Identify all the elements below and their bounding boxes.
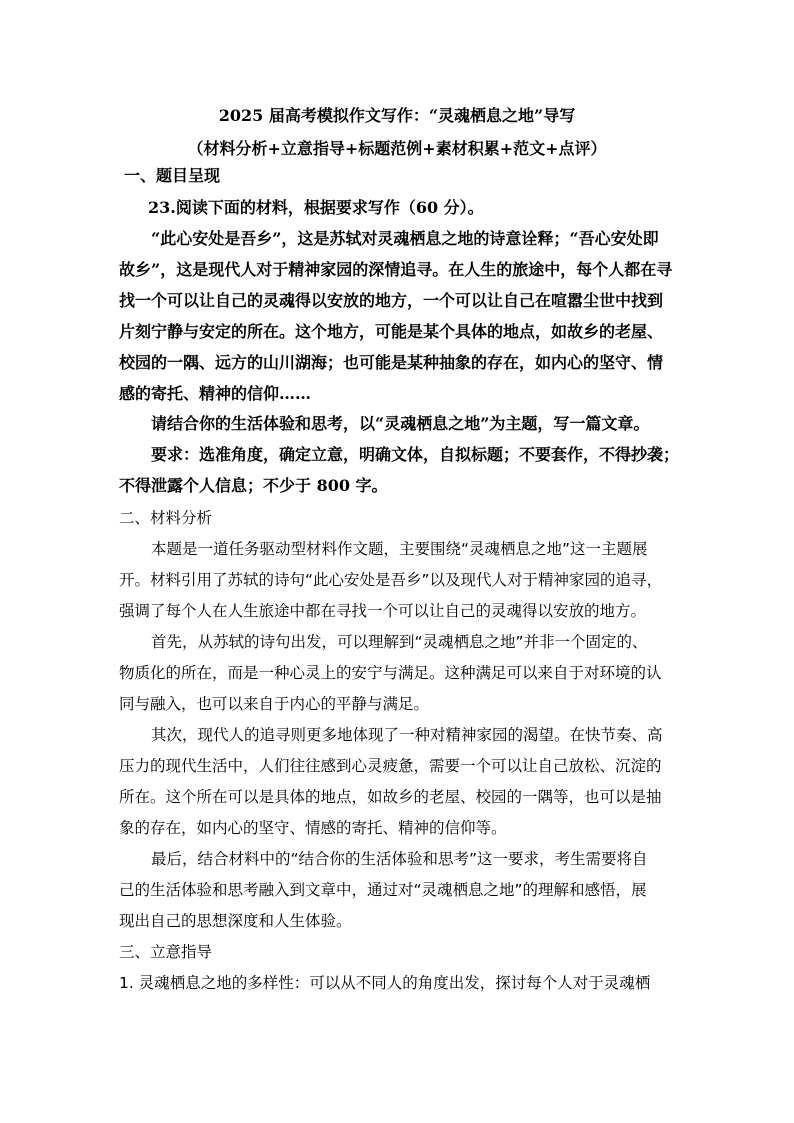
task-statement: 请结合你的生活体验和思考，以“灵魂栖息之地”为主题，写一篇文章。 [151, 414, 650, 433]
material-line: 找一个可以让自己的灵魂得以安放的地方，一个可以让自己在喧嚣尘世中找到 [119, 291, 664, 310]
analysis-line: 同与融入，也可以来自于内心的平静与满足。 [119, 695, 430, 713]
section-heading-2: 二、材料分析 [119, 509, 213, 527]
material-line: 感的寄托、精神的信仰…… [119, 384, 312, 403]
analysis-line: 压力的现代生活中，人们往往感到心灵疲惫，需要一个可以让自己放松、沉淀的 [119, 757, 662, 775]
document-title: 2025 届高考模拟作文写作：“灵魂栖息之地”导写 [218, 106, 576, 125]
requirements-line: 要求：选准角度，确定立意，明确文体，自拟标题；不要套作，不得抄袭； [151, 445, 680, 464]
analysis-line: 最后，结合材料中的“结合你的生活体验和思考”这一要求，考生需要将自 [151, 850, 648, 868]
material-line: “此心安处是吾乡”，这是苏轼对灵魂栖息之地的诗意诠释；“吾心安处即 [151, 229, 659, 248]
section-heading-3: 三、立意指导 [119, 943, 213, 961]
material-line: 校园的一隅、远方的山川湖海；也可能是某种抽象的存在，如内心的坚守、情 [119, 353, 664, 372]
analysis-line: 现出自己的思想深度和人生体验。 [119, 912, 352, 930]
analysis-line: 强调了每个人在人生旅途中都在寻找一个可以让自己的灵魂得以安放的地方。 [119, 602, 647, 620]
material-line: 故乡”，这是现代人对于精神家园的深情追寻。在人生的旅途中，每个人都在寻 [119, 260, 673, 279]
analysis-line: 物质化的所在，而是一种心灵上的安宁与满足。这种满足可以来自于对环境的认 [119, 664, 662, 682]
requirements-line: 不得泄露个人信息；不少于 800 字。 [119, 476, 388, 495]
analysis-line: 所在。这个所在可以是具体的地点，如故乡的老屋、校园的一隅等，也可以是抽 [119, 788, 662, 806]
material-line: 片刻宁静与安定的所在。这个地方，可能是某个具体的地点，如故乡的老屋、 [119, 322, 664, 341]
document-subtitle: （材料分析+立意指导+标题范例+素材积累+范文+点评） [187, 139, 607, 158]
analysis-line: 象的存在，如内心的坚守、情感的寄托、精神的信仰等。 [119, 819, 507, 837]
analysis-line: 本题是一道任务驱动型材料作文题，主要围绕“灵魂栖息之地”这一主题展 [151, 540, 648, 558]
section-heading-1: 一、题目呈现 [124, 166, 221, 185]
guidance-item-1: 1. 灵魂栖息之地的多样性：可以从不同人的角度出发，探讨每个人对于灵魂栖 [119, 974, 651, 992]
analysis-line: 己的生活体验和思考融入到文章中，通过对“灵魂栖息之地”的理解和感悟，展 [119, 881, 647, 899]
prompt-intro: 23.阅读下面的材料，根据要求写作（60 分）。 [148, 198, 484, 217]
analysis-line: 首先，从苏轼的诗句出发，可以理解到“灵魂栖息之地”并非一个固定的、 [151, 633, 648, 651]
analysis-line: 其次，现代人的追寻则更多地体现了一种对精神家园的渴望。在快节奏、高 [151, 726, 663, 744]
analysis-line: 开。材料引用了苏轼的诗句“此心安处是吾乡”以及现代人对于精神家园的追寻， [119, 571, 663, 589]
